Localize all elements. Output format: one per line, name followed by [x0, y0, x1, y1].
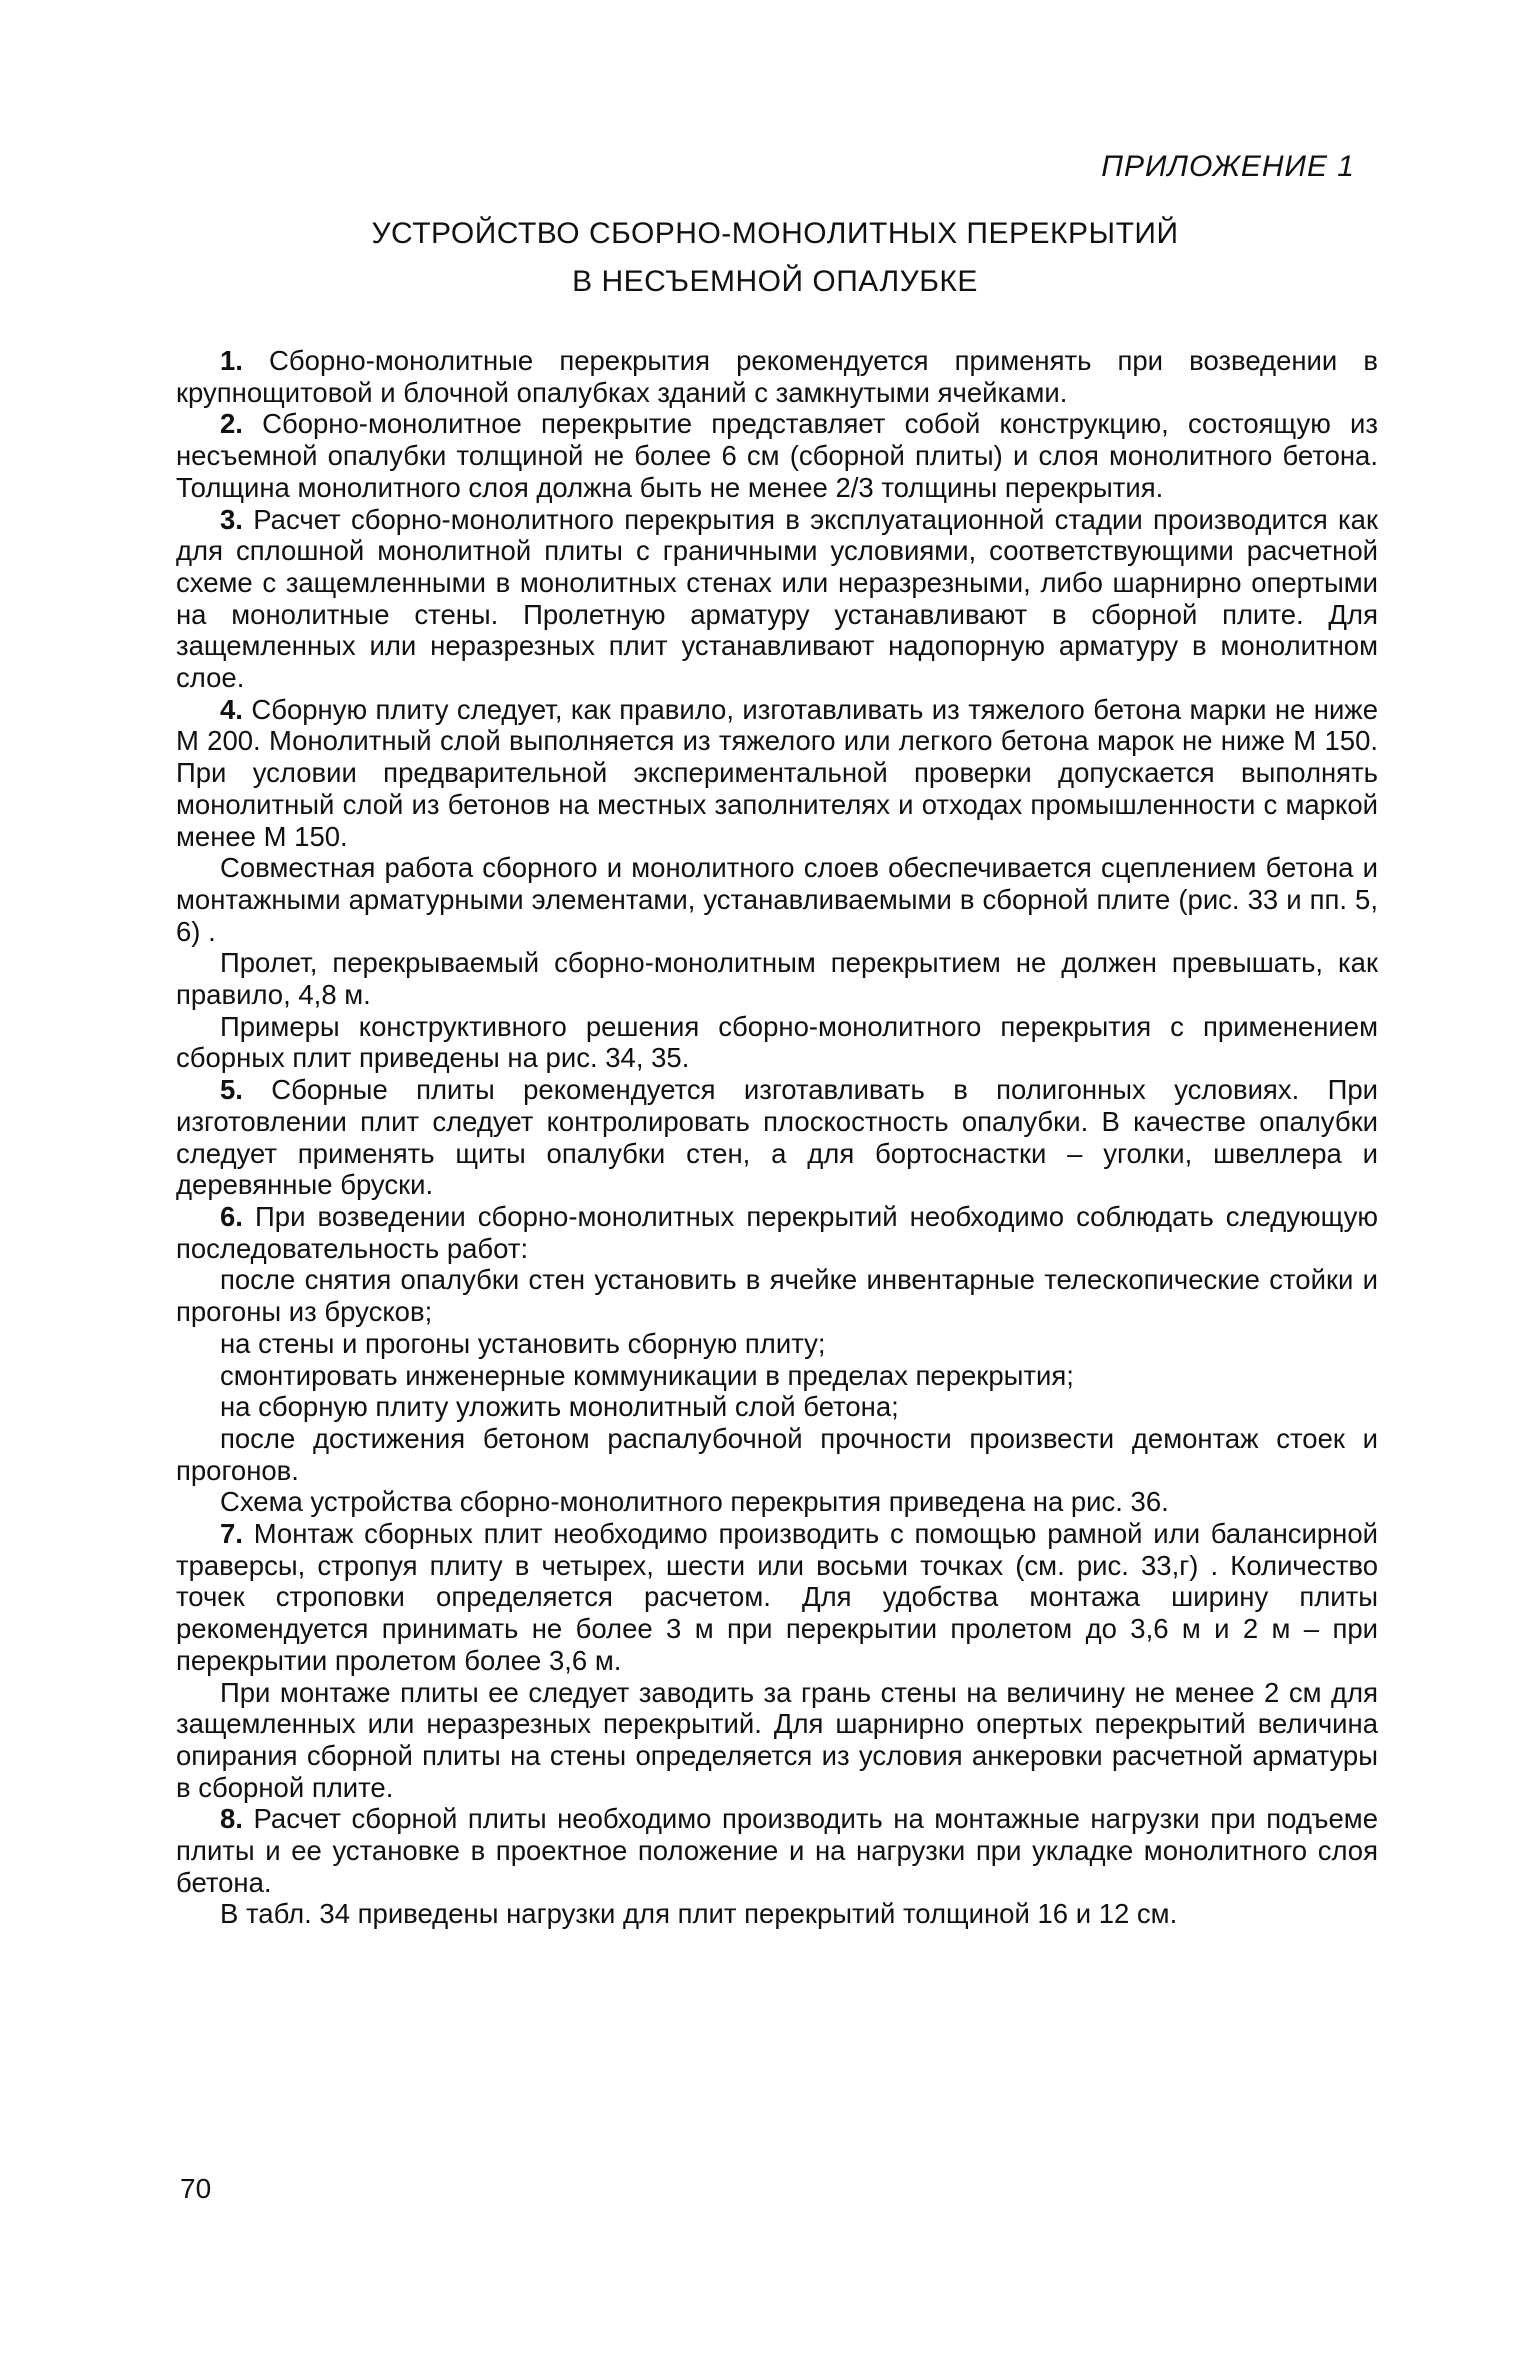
paragraph [176, 1518, 1378, 1677]
list-item: после достижения бетоном распалубочной прочности произвести демонтаж стоек и прогонов. [176, 1422, 1378, 1486]
paragraph-text: При возведении сборно-монолитных перекрытий необходимо соблюдать следующую последовательность работ: [176, 1200, 1378, 1264]
paragraph [176, 1201, 1378, 1264]
item-number: 3. [220, 503, 243, 535]
page-number: 70 [180, 2173, 212, 2204]
title-line-2: В НЕСЪЕМНОЙ ОПАЛУБКЕ [572, 265, 978, 298]
paragraph [176, 694, 1378, 853]
paragraph-text: Расчет сборной плиты необходимо производить на монтажные нагрузки при подъеме плиты и ее установке в проектное положение и на нагрузки при укладке монолитного слоя бетона. [176, 1803, 1378, 1898]
item-number: 6. [220, 1200, 243, 1232]
item-number: 4. [220, 693, 243, 725]
paragraph [176, 504, 1378, 694]
item-number: 7. [220, 1518, 243, 1550]
paragraph: Примеры конструктивного решения сборно-монолитного перекрытия с применением сборных плит приведены на рис. 34, 35. [176, 1010, 1378, 1074]
paragraph-text: Сборную плиту следует, как правило, изготавливать из тяжелого бетона марки не ниже М 200. Монолитный слой выполняется из тяжелого или легкого бетона марок не ниже М 150. При условии предварительной экспериментальной проверки допускается выполнять монолитный слой из бетонов на местных заполнителях и отходах промышленности с маркой менее М 150. [176, 693, 1378, 852]
list-item: смонтировать инженерные коммуникации в пределах перекрытия; [220, 1359, 1074, 1391]
paragraph-text: Сборно-монолитные перекрытия рекомендуется применять при возведении в крупнощитовой и блочной опалубках зданий с замкнутыми ячейками. [176, 345, 1378, 408]
item-number: 8. [220, 1803, 243, 1835]
item-number: 5. [220, 1074, 243, 1106]
item-number: 2. [220, 408, 243, 440]
paragraph: Схема устройства сборно-монолитного перекрытия приведена на рис. 36. [220, 1486, 1169, 1518]
list-item: на стены и прогоны установить сборную плиту; [220, 1327, 826, 1359]
item-number: 1. [220, 345, 243, 376]
paragraph: При монтаже плиты ее следует заводить за грань стены на величину не менее 2 см для защемленных или неразрезных перекрытий. Для шарнирно опертых перекрытий величина опирания сборной плиты на стены определяется из условия анкеровки расчетной арматуры в сборной плите. [176, 1676, 1378, 1803]
paragraph [176, 1803, 1378, 1898]
appendix-label: ПРИЛОЖЕНИЕ 1 [1101, 150, 1355, 183]
list-item: после снятия опалубки стен установить в ячейке инвентарные телескопические стойки и прогоны из брусков; [176, 1264, 1378, 1328]
paragraph [176, 345, 1378, 408]
paragraph [176, 1074, 1378, 1201]
paragraph-text: Расчет сборно-монолитного перекрытия в эксплуатационной стадии производится как для сплошной монолитной плиты с граничными условиями, соответствующими расчетной схеме с защемленными в монолитных стенах или неразрезными, либо шарнирно опертыми на монолитные стены. Пролетную арматуру устанавливают в сборной плите. Для защемленных или неразрезных плит устанавливают надопорную арматуру в монолитном слое. [176, 503, 1379, 694]
paragraph-text: Сборные плиты рекомендуется изготавливать в полигонных условиях. При изготовлении плит следует контролировать плоскостность опалубки. В качестве опалубки следует применять щиты опалубки стен, а для бортоснастки – уголки, швеллера и деревянные бруски. [176, 1074, 1378, 1201]
paragraph: Пролет, перекрываемый сборно-монолитным перекрытием не должен превышать, как правило, 4,8 м. [176, 947, 1378, 1011]
title-line-1: УСТРОЙСТВО СБОРНО-МОНОЛИТНЫХ ПЕРЕКРЫТИЙ [371, 217, 1179, 250]
paragraph-text: Сборно-монолитное перекрытие представляет собой конструкцию, состоящую из несъемной опалубки толщиной не более 6 см (сборной плиты) и слоя монолитного бетона. Толщина монолитного слоя должна быть не менее 2/3 толщины перекрытия. [176, 408, 1379, 503]
paragraph: В табл. 34 приведены нагрузки для плит перекрытий толщиной 16 и 12 см. [220, 1898, 1178, 1930]
paragraph-text: Монтаж сборных плит необходимо производить с помощью рамной или балансирной траверсы, стропуя плиту в четырех, шести или восьми точках (см. рис. 33,г) . Количество точек строповки определяется расчетом. Для удобства монтажа ширину плиты рекомендуется принимать не более 3 м при перекрытии пролетом до 3,6 м и 2 м – при перекрытии пролетом более 3,6 м. [176, 1518, 1378, 1676]
paragraph [176, 408, 1378, 503]
paragraph: Совместная работа сборного и монолитного слоев обеспечивается сцеплением бетона и монтажными арматурными элементами, устанавливаемыми в сборной плите (рис. 33 и пп. 5, 6) . [176, 852, 1378, 947]
body-text [176, 345, 1378, 1930]
section-title [260, 210, 1290, 306]
list-item: на сборную плиту уложить монолитный слой бетона; [220, 1391, 899, 1423]
